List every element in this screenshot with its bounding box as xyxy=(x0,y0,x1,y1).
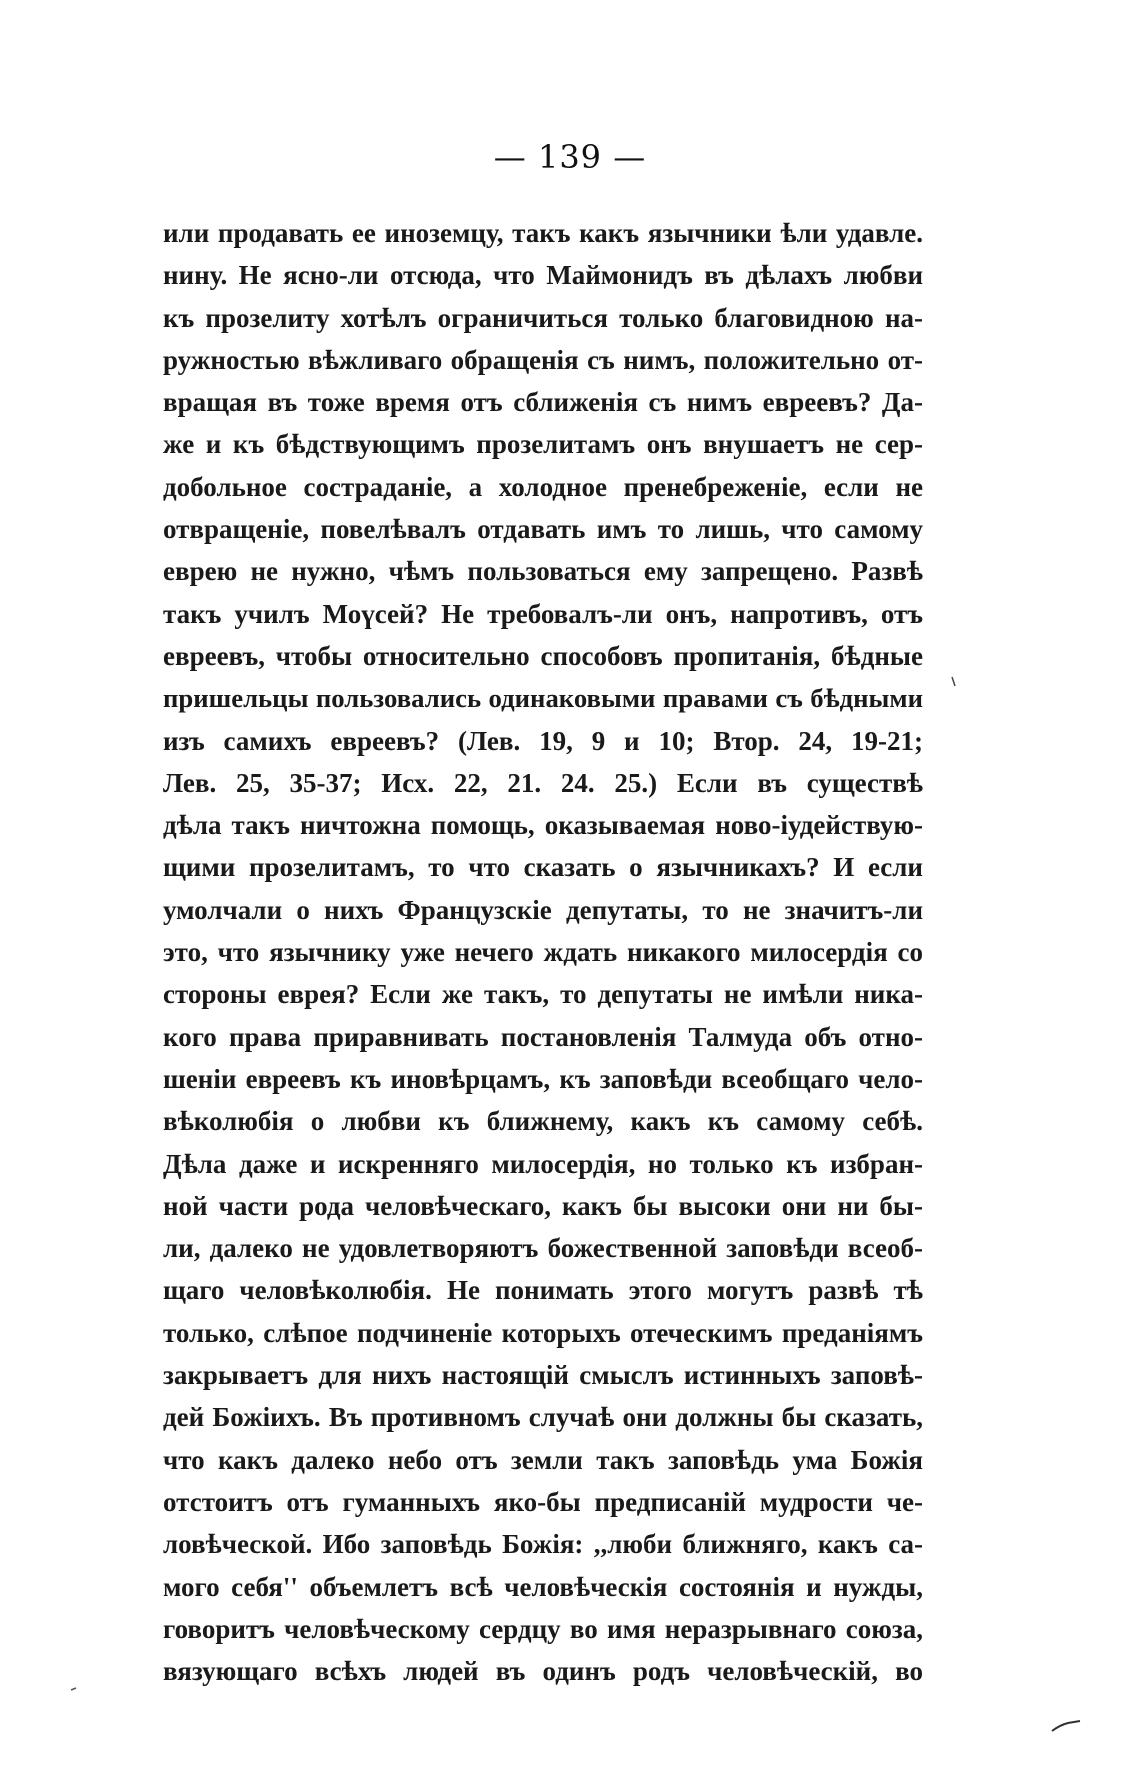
text-line: же и къ бѣдствующимъ прозелитамъ онъ внушаетъ не сер- xyxy=(163,429,923,460)
scan-mark xyxy=(950,676,958,688)
text-line: добольное состраданіе, а холодное пренебреженіе, если не xyxy=(163,471,923,502)
text-line: нину. Не ясно-ли отсюда, что Маймонидъ въ дѣлахъ любви xyxy=(163,260,923,291)
text-line: мого себя'' объемлетъ всѣ человѣческія состоянія и нужды, xyxy=(163,1571,923,1602)
text-line: вращая въ тоже время отъ сближенія съ нимъ евреевъ? Да- xyxy=(163,387,923,418)
text-line: евреевъ, чтобы относительно способовъ пропитанія, бѣдные xyxy=(163,640,923,671)
text-line: или продавать ее иноземцу, такъ какъ язычники ѣли удавле. xyxy=(163,218,923,248)
scan-mark xyxy=(1050,1715,1090,1735)
text-line: ли, далеко не удовлетворяютъ божественной заповѣди всеоб- xyxy=(163,1233,923,1264)
text-line: отстоитъ отъ гуманныхъ яко-бы предписаній мудрости че- xyxy=(163,1486,923,1517)
scan-mark xyxy=(70,1686,78,1692)
text-line: говоритъ человѣческому сердцу во имя неразрывнаго союза, xyxy=(163,1613,923,1644)
text-line: что какъ далеко небо отъ земли такъ заповѣдь ума Божія xyxy=(163,1444,923,1475)
text-line: щими прозелитамъ, то что сказать о язычникахъ? И если xyxy=(163,852,923,883)
text-line: ружностью вѣжливаго обращенія съ нимъ, положительно от- xyxy=(163,344,923,375)
text-line: умолчали о нихъ Французскіе депутаты, то не значитъ-ли xyxy=(163,894,923,925)
text-line: вѣколюбія о любви къ ближнему, какъ къ самому себѣ. xyxy=(163,1106,923,1137)
text-line: Дѣла даже и искренняго милосердія, но только къ избран- xyxy=(163,1148,923,1179)
text-line: пришельцы пользовались одинаковыми правами съ бѣдными xyxy=(163,683,923,714)
text-line: къ прозелиту хотѣлъ ограничиться только благовидною на- xyxy=(163,302,923,333)
text-line: еврею не нужно, чѣмъ пользоваться ему запрещено. Развѣ xyxy=(163,556,923,587)
text-line: изъ самихъ евреевъ? (Лев. 19, 9 и 10; Втор. 24, 19-21; xyxy=(163,725,923,756)
text-line: дѣла такъ ничтожна помощь, оказываемая ново-іудействую- xyxy=(163,810,923,841)
text-line: ной части рода человѣческаго, какъ бы высоки они ни бы- xyxy=(163,1190,923,1221)
text-line: ловѣческой. Ибо заповѣдь Божія: ,,люби ближняго, какъ са- xyxy=(163,1529,923,1560)
text-line: щаго человѣколюбія. Не понимать этого могутъ развѣ тѣ xyxy=(163,1275,923,1306)
text-line: такъ училъ Моүсей? Не требовалъ-ли онъ, напротивъ, отъ xyxy=(163,598,923,629)
page-number: — 139 — xyxy=(493,138,647,176)
text-line: дей Божіихъ. Въ противномъ случаѣ они должны бы сказать, xyxy=(163,1402,923,1433)
text-line: закрываетъ для нихъ настоящій смыслъ истинныхъ заповѣ- xyxy=(163,1360,923,1391)
text-line: вязующаго всѣхъ людей въ одинъ родъ человѣческій, во xyxy=(163,1656,923,1687)
text-line: это, что язычнику уже нечего ждать никакого милосердія со xyxy=(163,937,923,968)
body-text xyxy=(163,212,923,1692)
text-line: кого права приравнивать постановленія Талмуда объ отно- xyxy=(163,1021,923,1052)
text-line: только, слѣпое подчиненіе которыхъ отеческимъ преданіямъ xyxy=(163,1317,923,1348)
text-line: отвращеніе, повелѣвалъ отдавать имъ то лишь, что самому xyxy=(163,514,923,545)
text-line: стороны еврея? Если же такъ, то депутаты не имѣли ника- xyxy=(163,979,923,1010)
text-line: шеніи евреевъ къ иновѣрцамъ, къ заповѣди всеобщаго чело- xyxy=(163,1063,923,1094)
text-line: Лев. 25, 35-37; Исх. 22, 21. 24. 25.) Если въ существѣ xyxy=(163,767,923,798)
